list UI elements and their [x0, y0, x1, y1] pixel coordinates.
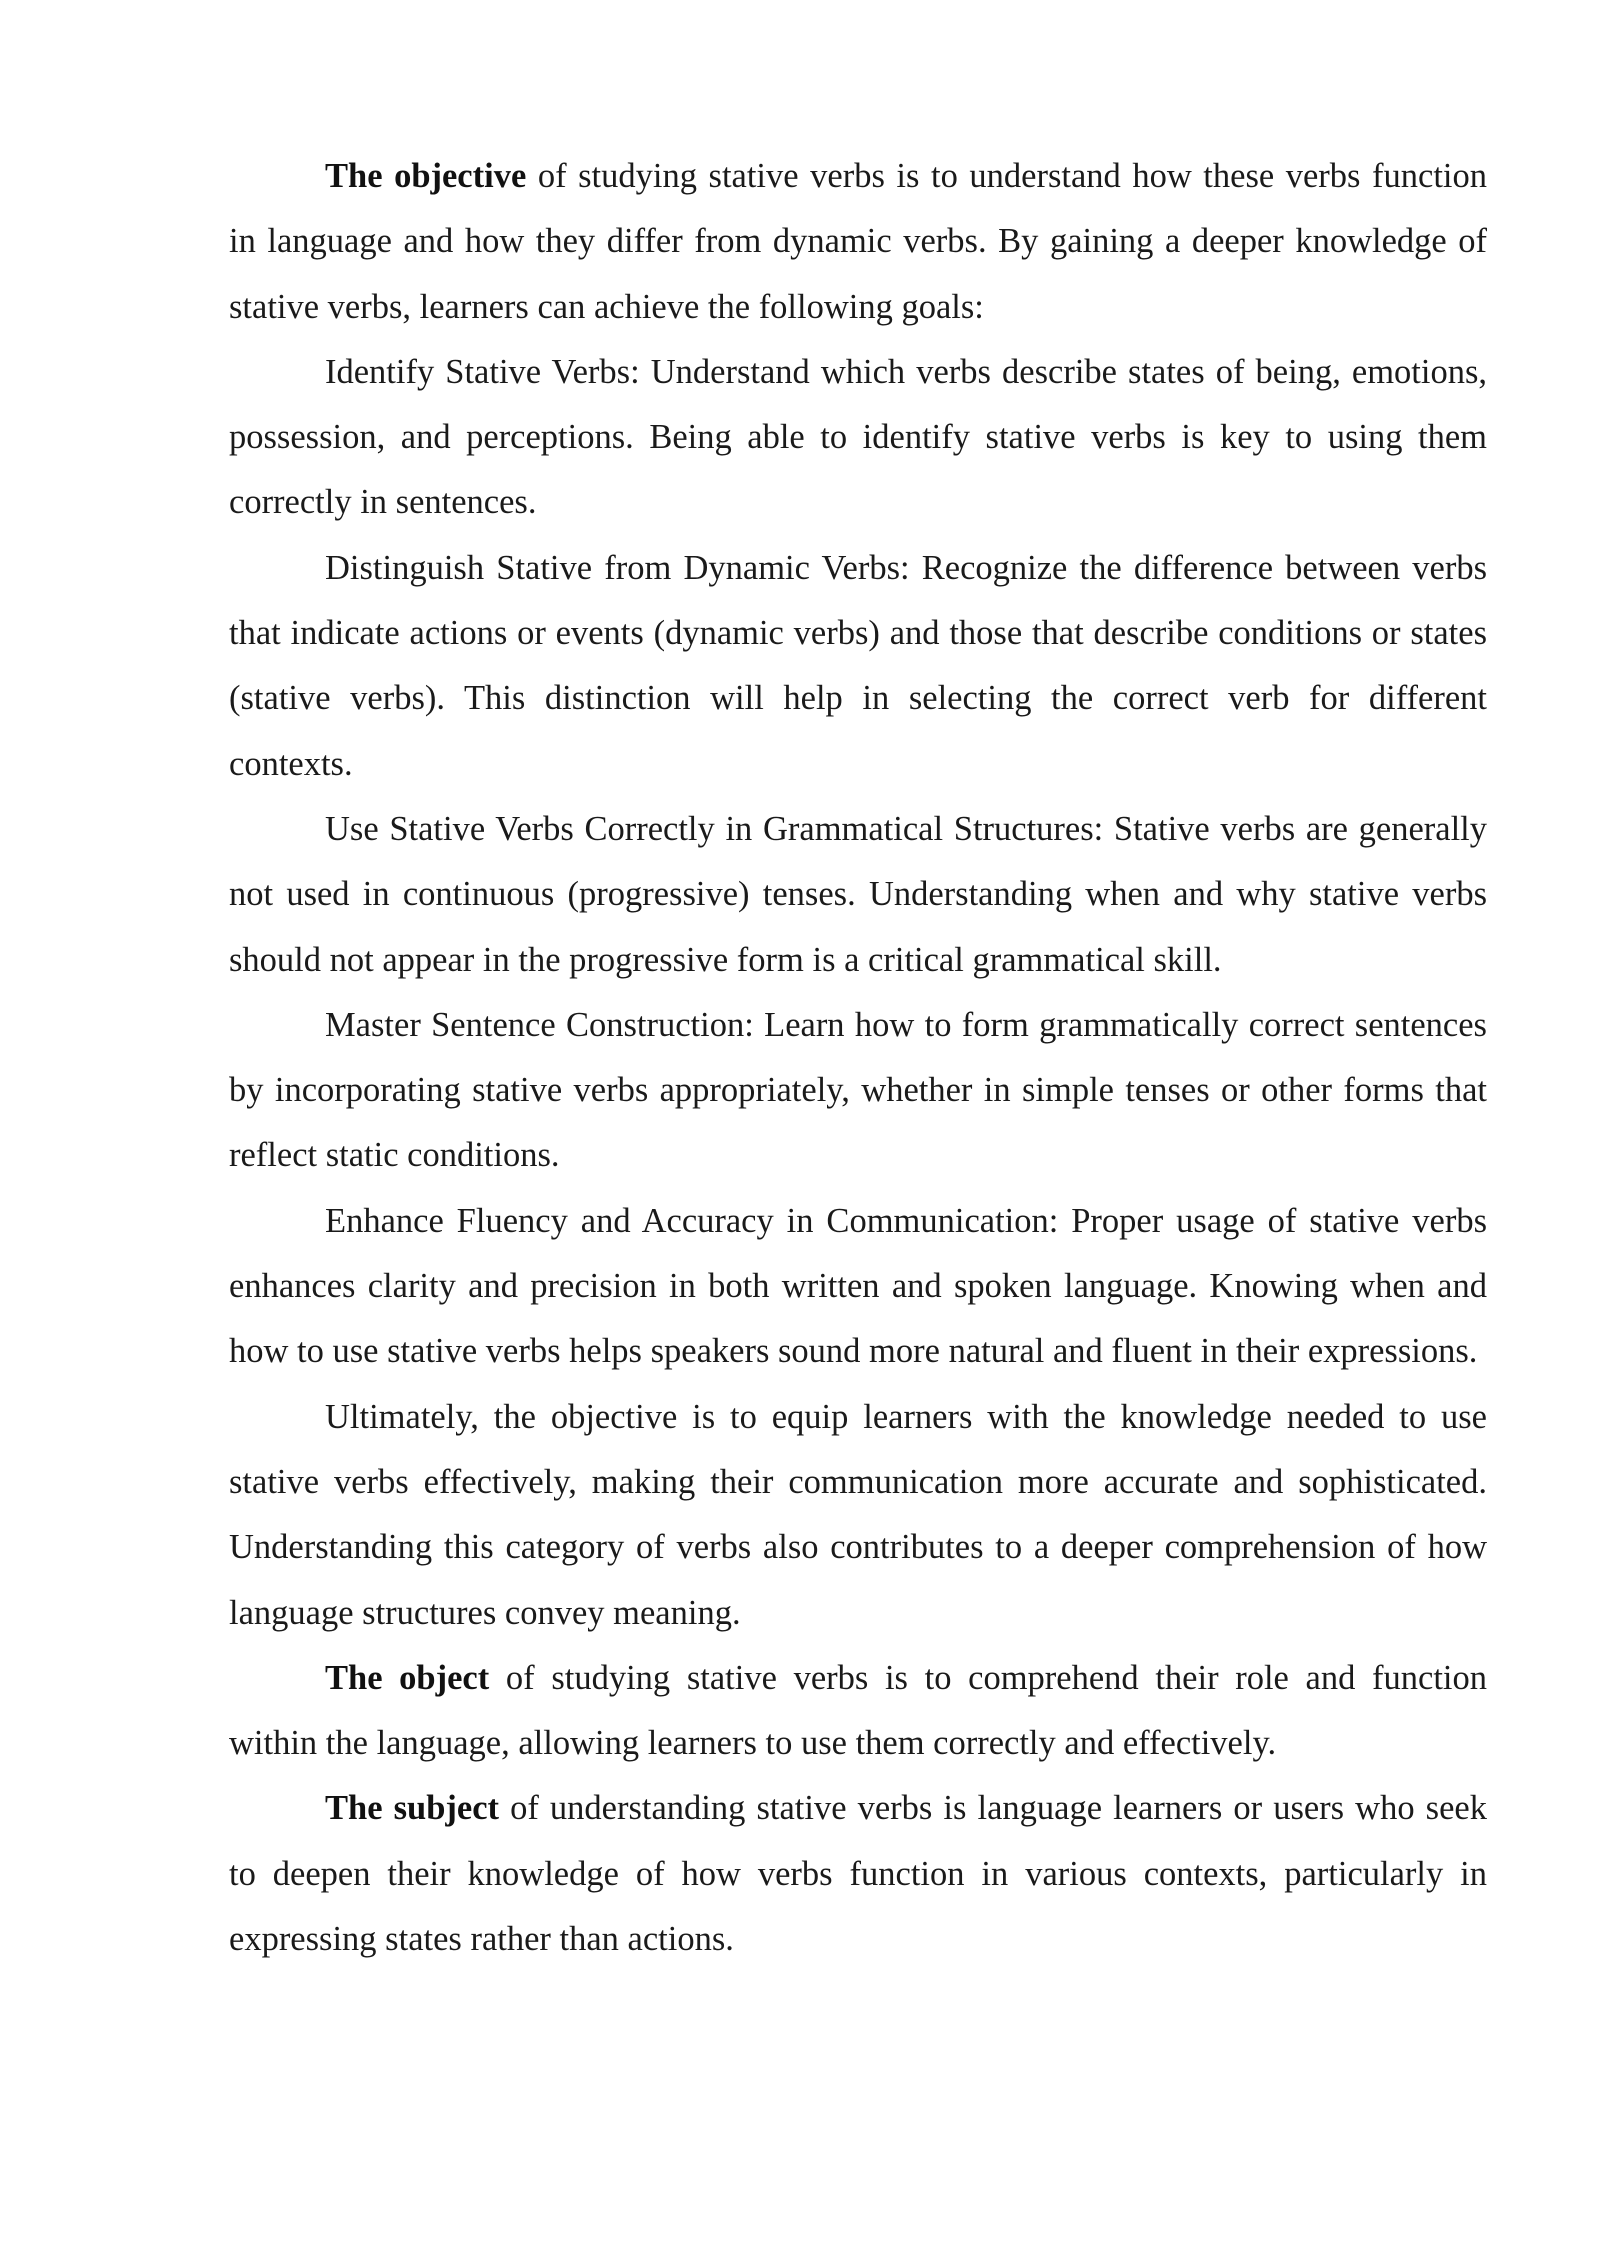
paragraph-subject — [229, 1776, 1487, 1972]
paragraph-text: Enhance Fluency and Accuracy in Communication: Proper usage of stative verbs enhances clarity and precision in both written and spoken language. Knowing when and how to use stative verbs helps speakers sound more natural and fluent in their expressions. — [229, 1201, 1487, 1371]
paragraph-lead: The subject — [325, 1789, 499, 1828]
paragraph-text: of studying stative verbs is to understand how these verbs function in language and how they differ from dynamic verbs. By gaining a deeper knowledge of stative verbs, learners can achieve the following goals: — [229, 157, 1488, 326]
paragraph-text: of understanding stative verbs is language learners or users who seek to deepen their knowledge of how verbs function in various contexts, particularly in expressing states rather than actions. — [229, 1789, 1487, 1959]
paragraph-text: Distinguish Stative from Dynamic Verbs: Recognize the difference between verbs that indicate actions or events (dynamic verbs) and those that describe conditions or states (stative verbs). This distinction will help in selecting the correct verb for different contexts. — [229, 548, 1487, 783]
paragraph-text: Identify Stative Verbs: Understand which verbs describe states of being, emotions, possession, and perceptions. Being able to identify stative verbs is key to using them correctly in sentences. — [229, 352, 1487, 522]
paragraph-distinguish-verbs — [229, 536, 1487, 797]
paragraph-sentence-construction — [229, 993, 1487, 1189]
document-body — [229, 144, 1487, 1972]
paragraph-text: Use Stative Verbs Correctly in Grammatical Structures: Stative verbs are generally not used in continuous (progressive) tenses. Understanding when and why stative verbs should not appear in the progressive form is a critical grammatical skill. — [229, 809, 1487, 979]
paragraph-object — [229, 1646, 1487, 1777]
paragraph-ultimately — [229, 1385, 1487, 1646]
paragraph-identify-stative-verbs — [229, 340, 1487, 536]
paragraph-text: of studying stative verbs is to comprehend their role and function within the language, allowing learners to use them correctly and effectively. — [229, 1658, 1487, 1763]
paragraph-lead: The objective — [325, 157, 527, 195]
paragraph-lead: The object — [325, 1658, 490, 1697]
paragraph-objective — [229, 144, 1487, 340]
paragraph-fluency-accuracy — [229, 1189, 1487, 1385]
paragraph-grammatical-structures — [229, 797, 1487, 993]
paragraph-text: Ultimately, the objective is to equip learners with the knowledge needed to use stative verbs effectively, making their communication more accurate and sophisticated. Understanding this category of verbs also contributes to a deeper comprehension of how language structures convey meaning. — [229, 1397, 1487, 1632]
paragraph-text: Master Sentence Construction: Learn how to form grammatically correct sentences by incorporating stative verbs appropriately, whether in simple tenses or other forms that reflect static conditions. — [229, 1005, 1487, 1175]
